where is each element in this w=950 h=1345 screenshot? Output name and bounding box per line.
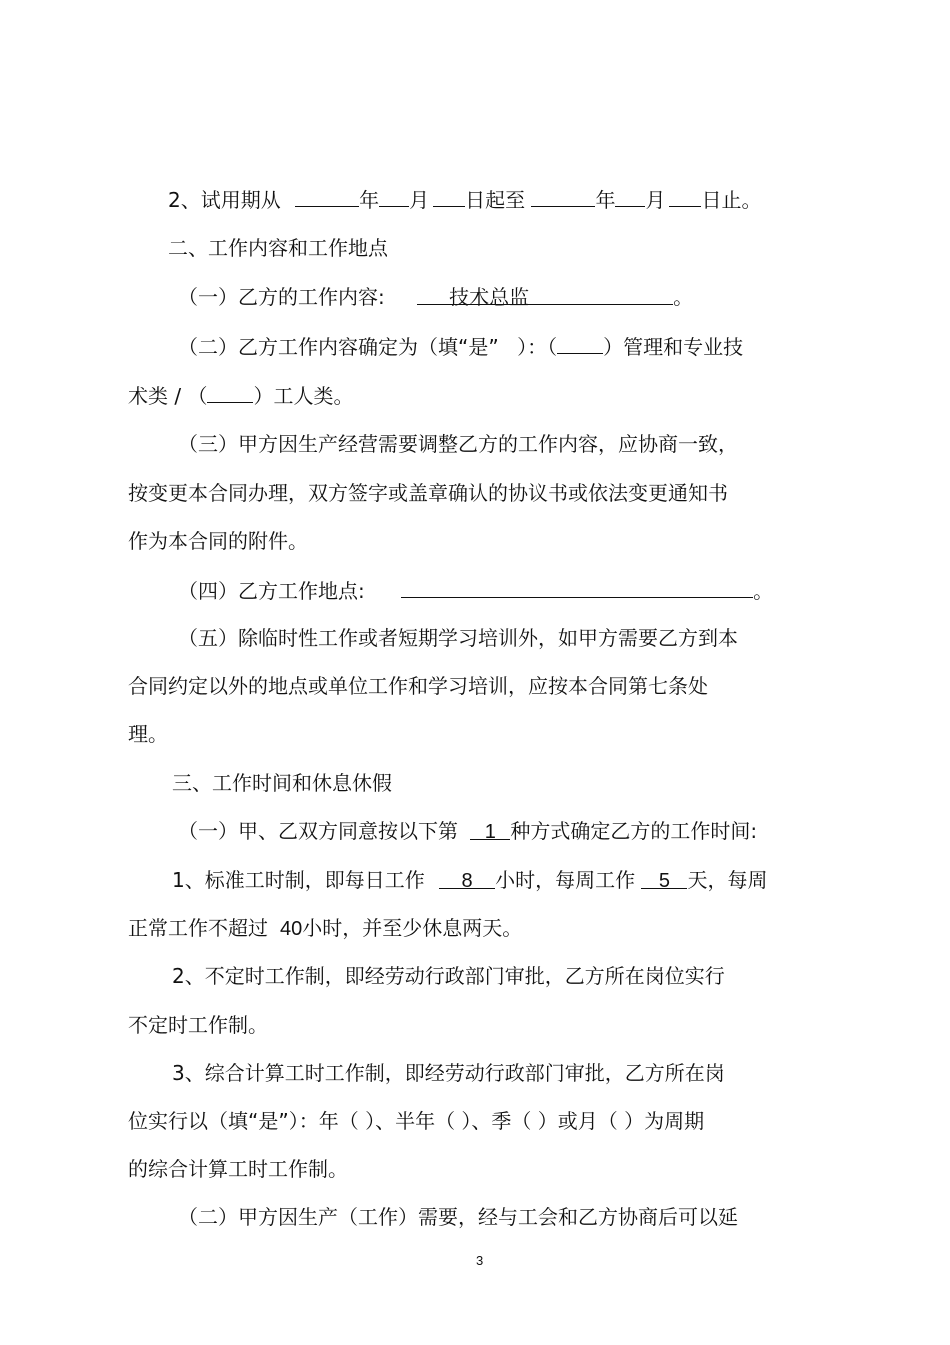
paragraph-3-line-3: 作为本合同的附件。 <box>128 529 308 553</box>
blank-end-month[interactable] <box>615 186 645 207</box>
blank-method-number[interactable]: 1 <box>470 819 510 840</box>
flexible-hours-line-2: 不定时工作制。 <box>128 1013 268 1037</box>
paragraph-5-line-3: 理。 <box>128 722 168 746</box>
work-location-line: （四）乙方工作地点: 。 <box>178 579 774 603</box>
comprehensive-hours-line-2: 位实行以（填“是”）：年（ ）、半年（ ）、季（ ）或月（ ）为周期 <box>128 1109 705 1133</box>
work-content-value[interactable]: 技术总监 <box>417 284 673 305</box>
blank-weekly-days[interactable]: 5 <box>641 868 687 889</box>
blank-start-day[interactable] <box>433 186 465 207</box>
page-number: 3 <box>476 1253 484 1268</box>
trial-period-line: 2、试用期从 年 月 日起至 年 月 日止。 <box>168 188 762 212</box>
blank-work-location[interactable] <box>401 577 753 598</box>
work-type-line: （二）乙方工作内容确定为（填“是” ）：（ ）管理和专业技 <box>178 335 744 359</box>
paragraph-5-line-2: 合同约定以外的地点或单位工作和学习培训，应按本合同第七条处 <box>128 674 708 698</box>
blank-end-year[interactable] <box>531 186 595 207</box>
blank-management-type[interactable] <box>557 333 603 354</box>
comprehensive-hours-line-3: 的综合计算工时工作制。 <box>128 1157 348 1181</box>
paragraph-3-line-2: 按变更本合同办理，双方签字或盖章确认的协议书或依法变更通知书 <box>128 481 728 505</box>
work-type-line-2: 术类 / （ ）工人类。 <box>128 384 354 408</box>
paragraph-3-line-1: （三）甲方因生产经营需要调整乙方的工作内容，应协商一致， <box>178 432 738 456</box>
work-time-method-line: （一）甲、乙双方同意按以下第 1 种方式确定乙方的工作时间: <box>178 819 758 843</box>
blank-daily-hours[interactable]: 8 <box>439 868 495 889</box>
standard-hours-line-2: 正常工作不超过 40小时，并至少休息两天。 <box>128 916 523 940</box>
section-heading-2: 二、工作内容和工作地点 <box>168 236 388 260</box>
blank-start-year[interactable] <box>295 186 359 207</box>
work-content-line: （一）乙方的工作内容: 技术总监 。 <box>178 285 694 309</box>
flexible-hours-line-1: 2、不定时工作制，即经劳动行政部门审批，乙方所在岗位实行 <box>172 964 725 988</box>
overtime-paragraph-line-1: （二）甲方因生产（工作）需要，经与工会和乙方协商后可以延 <box>178 1205 738 1229</box>
section-heading-3: 三、工作时间和休息休假 <box>172 771 392 795</box>
paragraph-5-line-1: （五）除临时性工作或者短期学习培训外，如甲方需要乙方到本 <box>178 626 738 650</box>
comprehensive-hours-line-1: 3、综合计算工时工作制，即经劳动行政部门审批，乙方所在岗 <box>172 1061 725 1085</box>
standard-hours-line: 1、标准工时制，即每日工作 8 小时，每周工作 5 天，每周 <box>172 868 768 892</box>
blank-start-month[interactable] <box>379 186 409 207</box>
blank-end-day[interactable] <box>669 186 701 207</box>
blank-worker-type[interactable] <box>207 382 253 403</box>
